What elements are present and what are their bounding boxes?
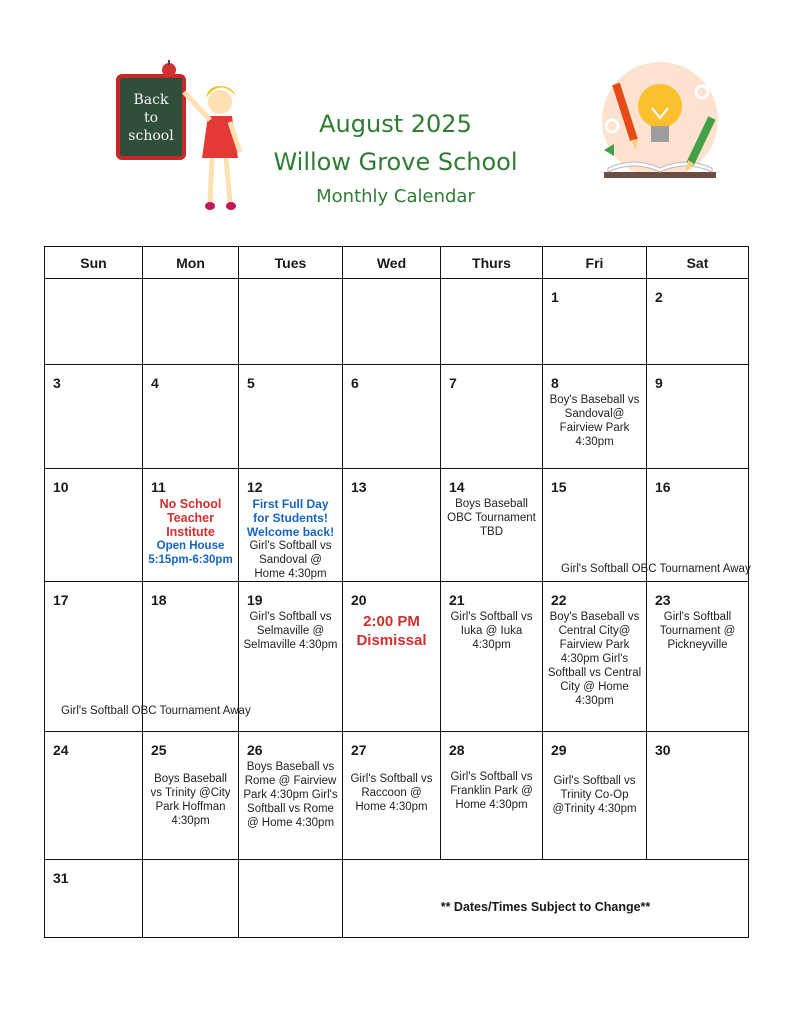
day-number: 18 (151, 592, 167, 608)
day-number: 21 (449, 592, 465, 608)
weekday-sat: Sat (647, 247, 749, 279)
day-cell-22 (543, 582, 647, 732)
day-number: 15 (551, 479, 567, 495)
day-number: 22 (551, 592, 567, 608)
lightbulb-pencil-clipart (594, 60, 734, 190)
day-number: 5 (247, 375, 255, 391)
weekday-fri: Fri (543, 247, 647, 279)
event-text: Boys Baseball vs Trinity @City Park Hoffman 4:30pm (150, 773, 231, 827)
day-number: 23 (655, 592, 671, 608)
week-row (45, 860, 749, 938)
day-cell-12 (239, 469, 343, 582)
day-cell-6 (343, 365, 441, 469)
day-number: 24 (53, 742, 69, 758)
day-cell-27 (343, 732, 441, 860)
weekday-header-row (45, 247, 749, 279)
day-cell-13 (343, 469, 441, 582)
multi-day-event: Girl's Softball OBC Tournament Away (561, 563, 751, 575)
day-cell-23 (647, 582, 749, 732)
day-cell-empty (45, 279, 143, 365)
calendar-subtitle: Monthly Calendar (316, 186, 475, 207)
event-text: Girl's Softball vs Sandoval @ Home 4:30pm (249, 540, 332, 580)
day-cell-empty (239, 279, 343, 365)
day-cell-19 (239, 582, 343, 732)
event-text: Boy's Baseball vs Sandoval@ Fairview Park 4:30pm (549, 394, 640, 448)
day-number: 8 (551, 375, 559, 391)
day-cell-25 (143, 732, 239, 860)
day-cell-7 (441, 365, 543, 469)
event-text: Boys Baseball vs Rome @ Fairview Park 4:30pm Girl's Softball vs Rome @ Home 4:30pm (243, 761, 338, 829)
day-number: 13 (351, 479, 367, 495)
day-number: 27 (351, 742, 367, 758)
week-row (45, 732, 749, 860)
event-text: Girl's Softball vs Raccoon @ Home 4:30pm (350, 773, 433, 813)
day-number: 17 (53, 592, 69, 608)
event-text: Girl's Softball vs Selmaville @ Selmaville 4:30pm (243, 611, 338, 651)
day-number: 20 (351, 592, 367, 608)
week-row (45, 365, 749, 469)
day-cell-31 (45, 860, 143, 938)
event-text: Girl's Softball Tournament @ Pickneyville (659, 611, 736, 651)
week-row (45, 469, 749, 582)
day-cell-30 (647, 732, 749, 860)
day-number: 16 (655, 479, 671, 495)
school-name: Willow Grove School (273, 148, 518, 176)
day-cell-4 (143, 365, 239, 469)
event-text: Boy's Baseball vs Central City@ Fairview Park 4:30pm Girl's Softball vs Central City @ Home 4:30pm (547, 611, 642, 707)
day-number: 26 (247, 742, 263, 758)
day-number: 9 (655, 375, 663, 391)
day-number: 11 (151, 479, 166, 495)
weekday-tue: Tues (239, 247, 343, 279)
event-text: Girl's Softball vs Iuka @ Iuka 4:30pm (450, 611, 533, 651)
monthly-calendar (44, 246, 749, 938)
day-cell-empty (343, 279, 441, 365)
day-number: 3 (53, 375, 61, 391)
svg-text:school: school (128, 128, 174, 144)
day-number: 4 (151, 375, 159, 391)
day-number: 29 (551, 742, 567, 758)
weekday-sun: Sun (45, 247, 143, 279)
day-cell-10 (45, 469, 143, 582)
first-day-notice: First Full Day for Students! Welcome back! (246, 497, 335, 539)
day-cell-14 (441, 469, 543, 582)
day-cell-21 (441, 582, 543, 732)
day-number: 1 (551, 289, 559, 305)
day-number: 19 (247, 592, 263, 608)
footer-note-cell (343, 860, 749, 938)
day-cell-3 (45, 365, 143, 469)
day-number: 25 (151, 742, 167, 758)
day-number: 10 (53, 479, 69, 495)
early-dismissal-notice: 2:00 PM Dismissal (356, 613, 427, 649)
day-number: 7 (449, 375, 457, 391)
day-cell-16 (647, 469, 749, 582)
week-row (45, 582, 749, 732)
weekday-mon: Mon (143, 247, 239, 279)
day-cell-26 (239, 732, 343, 860)
open-house-notice: Open House 5:15pm-6:30pm (148, 540, 233, 566)
no-school-notice: No School Teacher Institute (159, 497, 222, 539)
month-title: August 2025 (319, 110, 472, 138)
day-cell-5 (239, 365, 343, 469)
event-text: Girl's Softball vs Trinity Co-Op @Trinity 4:30pm (552, 775, 637, 815)
event-text: Girl's Softball vs Franklin Park @ Home 4:30pm (450, 771, 533, 811)
day-cell-18 (143, 582, 239, 732)
svg-text:Back: Back (133, 92, 169, 108)
week-row (45, 279, 749, 365)
weekday-wed: Wed (343, 247, 441, 279)
day-cell-2 (647, 279, 749, 365)
day-number: 31 (53, 870, 69, 886)
day-cell-28 (441, 732, 543, 860)
multi-day-event: Girl's Softball OBC Tournament Away (61, 705, 251, 717)
day-number: 30 (655, 742, 671, 758)
day-cell-empty (441, 279, 543, 365)
day-cell-8 (543, 365, 647, 469)
day-cell-29 (543, 732, 647, 860)
weekday-thu: Thurs (441, 247, 543, 279)
day-cell-1 (543, 279, 647, 365)
day-number: 28 (449, 742, 465, 758)
day-cell-11 (143, 469, 239, 582)
event-text: Boys Baseball OBC Tournament TBD (447, 498, 536, 538)
change-disclaimer: ** Dates/Times Subject to Change** (440, 900, 651, 914)
day-number: 12 (247, 479, 263, 495)
day-cell-empty (143, 279, 239, 365)
day-cell-empty (143, 860, 239, 938)
day-cell-20 (343, 582, 441, 732)
svg-text:to: to (143, 110, 159, 126)
day-number: 6 (351, 375, 359, 391)
day-cell-empty (239, 860, 343, 938)
day-number: 14 (449, 479, 465, 495)
day-cell-9 (647, 365, 749, 469)
day-cell-24 (45, 732, 143, 860)
day-number: 2 (655, 289, 663, 305)
